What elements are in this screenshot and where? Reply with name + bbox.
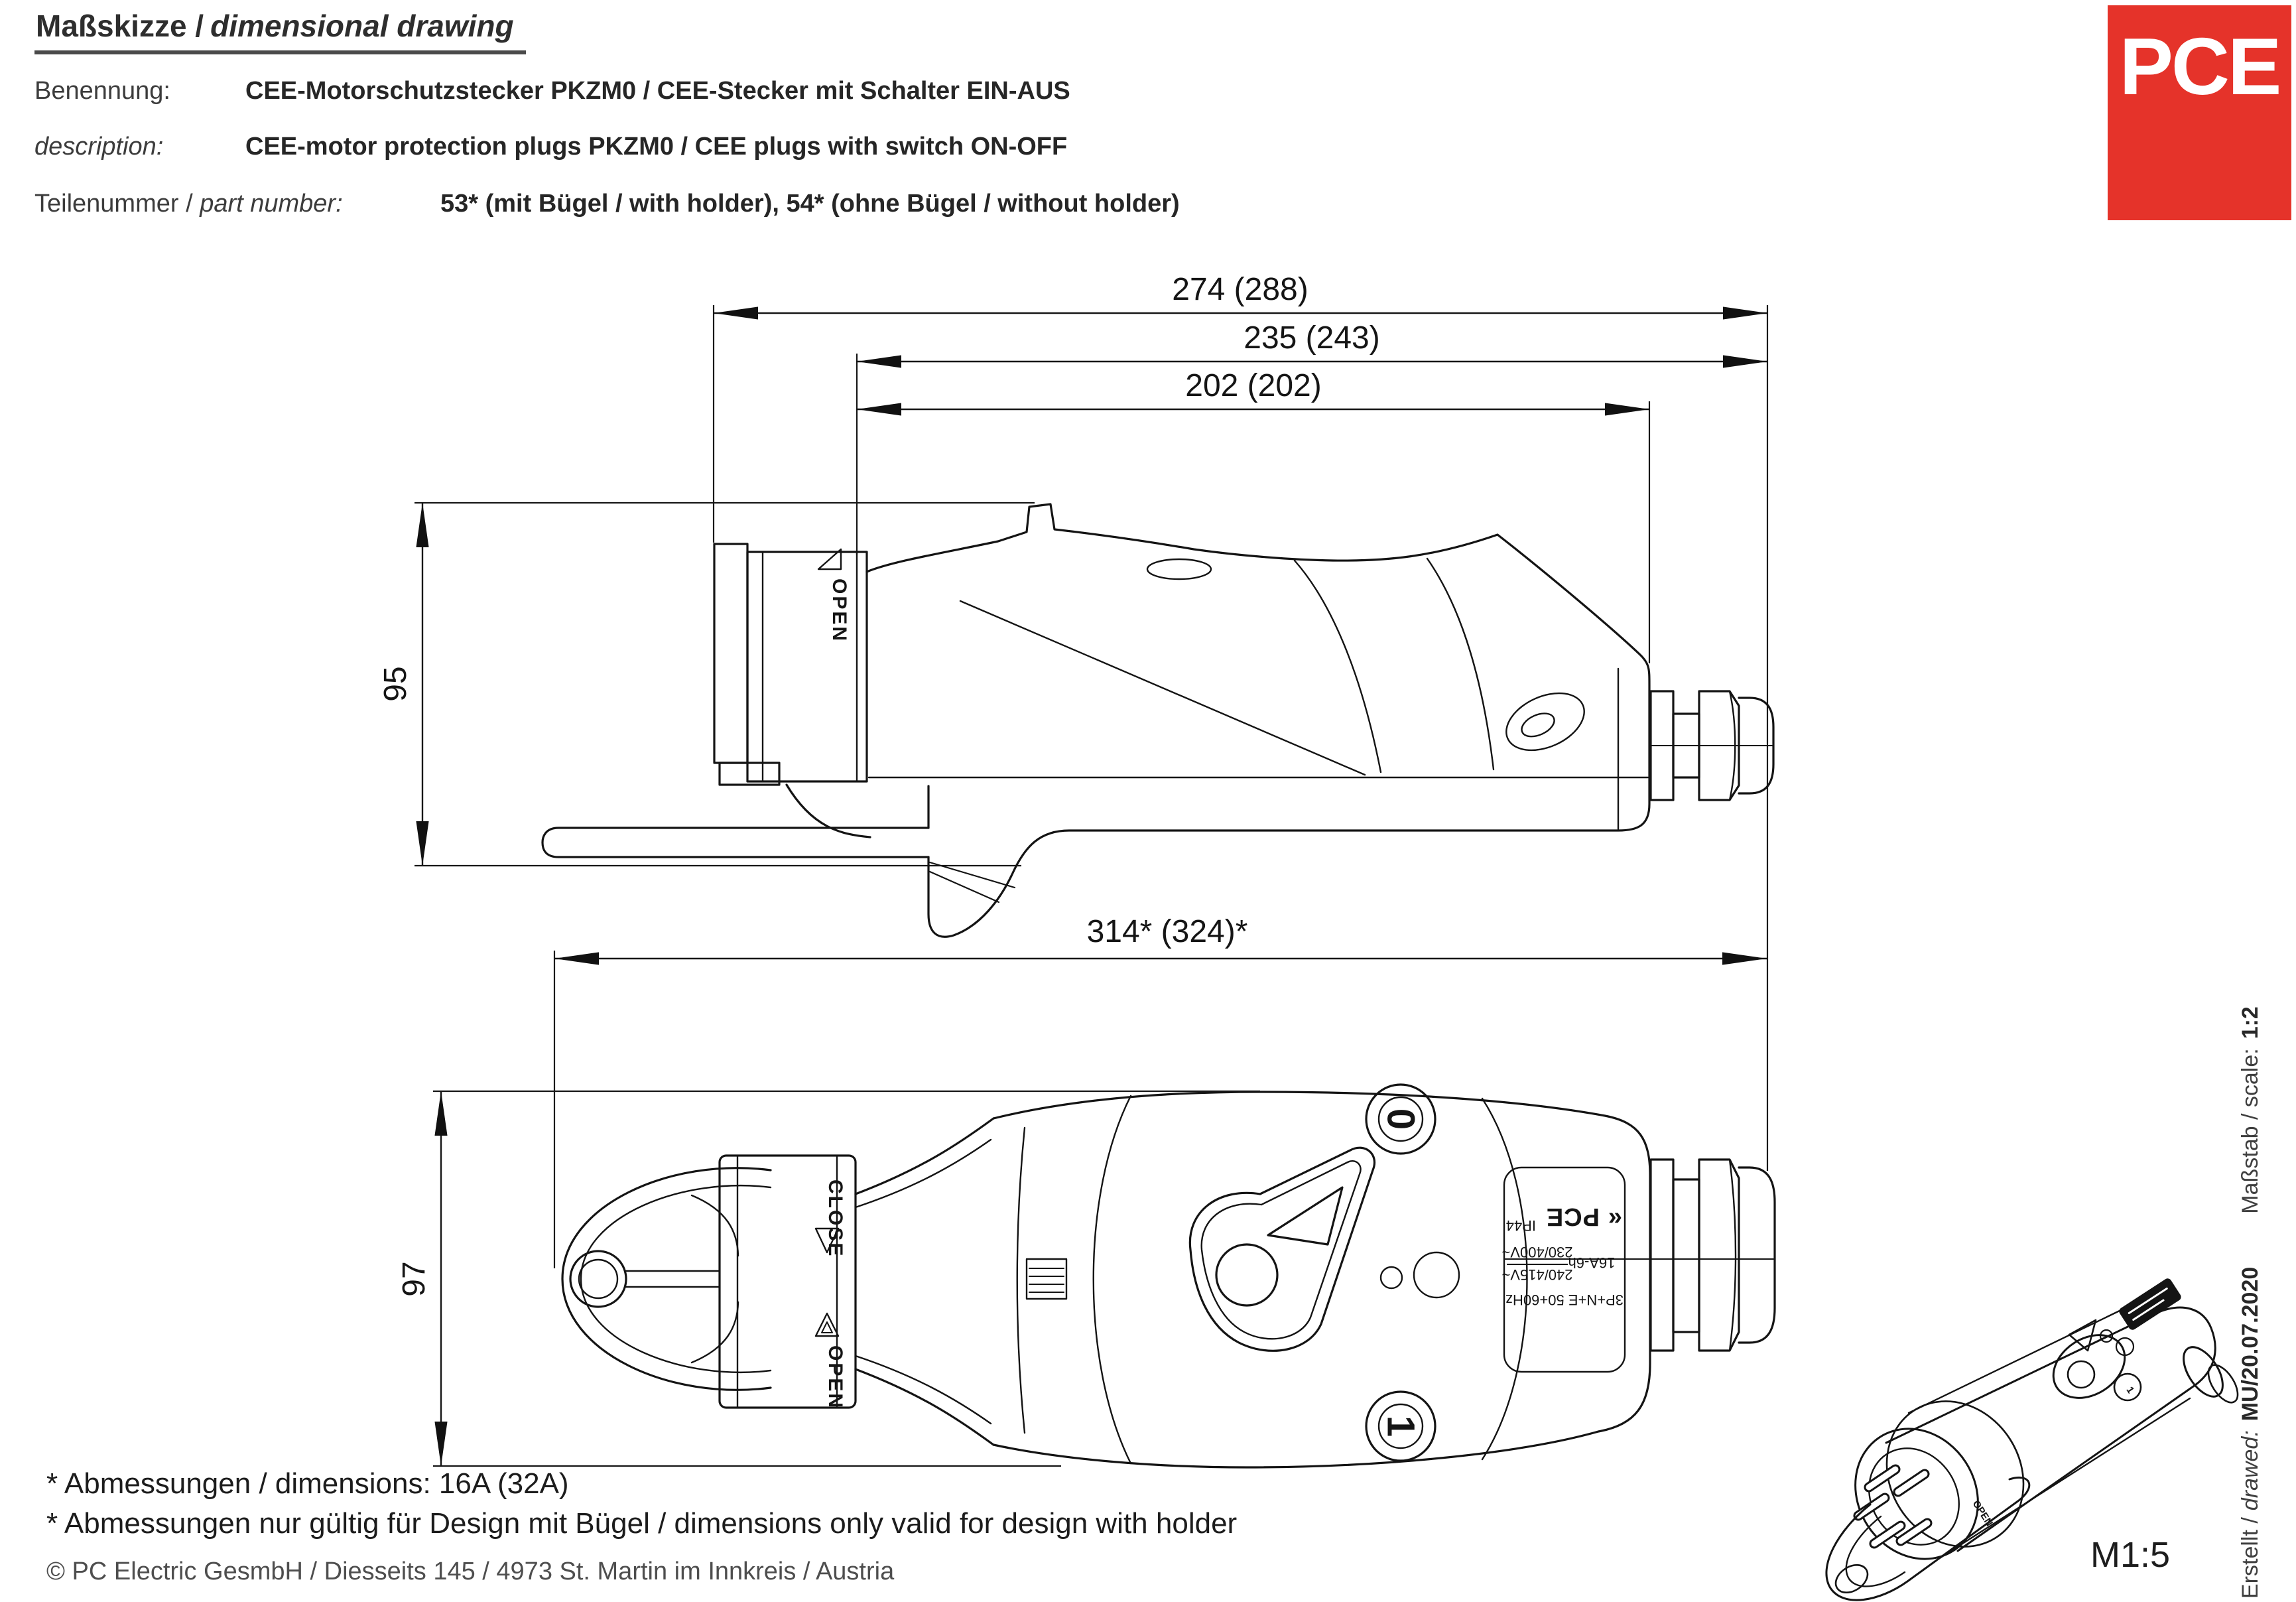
switch-1-label: 1 <box>1379 1415 1423 1437</box>
holder-outline <box>562 1168 771 1390</box>
iso-switch-1-label: 1 <box>2124 1384 2137 1396</box>
part-number-value: 53* (mit Bügel / with holder), 54* (ohne Bügel / without holder) <box>440 190 1180 218</box>
iso-rating-label <box>2118 1277 2183 1331</box>
bell-top <box>856 1118 993 1194</box>
rating-label-brand: PCE <box>1545 1203 1600 1231</box>
switch-lever-side-part <box>1498 682 1593 762</box>
dim-label-97: 97 <box>397 1261 432 1297</box>
cable-gland-top-part <box>1651 1160 1673 1351</box>
iso-open-label: OPEN <box>1970 1498 1996 1528</box>
holder-strap <box>542 828 928 857</box>
side-view-device-part <box>1427 559 1494 769</box>
bell-bottom <box>856 1369 993 1445</box>
footnote-holder: * Abmessungen nur gültig für Design mit Bügel / dimensions only valid for design with holder <box>46 1507 1238 1540</box>
created-label-en: drawed: <box>2238 1430 2263 1511</box>
cable-gland-top <box>1651 1160 1775 1351</box>
switch-lever-top-part <box>1190 1148 1374 1351</box>
iso-pins-core-part <box>1898 1474 1925 1492</box>
top-view-device <box>562 1085 1775 1467</box>
rating-label-text-part: IP44 <box>1505 1217 1536 1234</box>
copyright-line: © PC Electric GesmbH / Diesseits 145 / 4973 St. Martin im Innkreis / Austria <box>46 1558 895 1585</box>
top-view-device-part <box>692 1302 738 1363</box>
side-view-device-part <box>930 872 999 902</box>
switch-0-label: 0 <box>1379 1108 1423 1130</box>
dim-label-235: 235 (243) <box>1244 320 1380 356</box>
switch-lever-top-part <box>1202 1161 1361 1339</box>
page-title-en: dimensional drawing <box>210 9 514 43</box>
part-number-label: Teilenummer / part number: <box>34 190 343 218</box>
top-view-device-part <box>1381 1267 1402 1288</box>
iso-view-device-part <box>1830 1560 1872 1599</box>
latch-button <box>1027 1259 1066 1299</box>
pce-logo-text: PCE <box>2119 21 2280 111</box>
top-view-device-part <box>692 1195 738 1256</box>
dim-label-314: 314* (324)* <box>1086 914 1248 949</box>
switch-lever-side <box>1498 682 1593 762</box>
side-view-device-part <box>960 601 1365 775</box>
iso-switch-lever-part <box>2041 1322 2136 1411</box>
description-value: CEE-motor protection plugs PKZM0 / CEE plugs with switch ON-OFF <box>245 133 1068 161</box>
collar-open-label: OPEN <box>824 1345 846 1410</box>
drawing-meta-note <box>2238 1006 2263 1599</box>
holder-inner-outline <box>581 1185 771 1372</box>
top-view-device-part <box>579 1260 617 1298</box>
rating-label-text-part: 16A-6h <box>1568 1254 1616 1271</box>
side-open-label: OPEN <box>828 578 850 643</box>
cable-gland-top-part <box>1673 1179 1699 1332</box>
description-label: description: <box>34 133 164 161</box>
iso-view-device <box>1826 1277 2244 1600</box>
iso-plug-face <box>1831 1406 2003 1583</box>
side-view-device-part <box>1147 559 1211 579</box>
rating-label-text-part: 240/415V~ <box>1501 1266 1573 1283</box>
iso-switch-lever <box>2041 1320 2136 1411</box>
benennung-label: Benennung: <box>34 77 170 105</box>
top-view-device-part <box>1017 1128 1025 1433</box>
rating-label-text <box>1501 1203 1624 1308</box>
iso-scale-label: M1:5 <box>2090 1535 2171 1575</box>
housing-outline <box>867 504 1649 937</box>
footnote-dimensions: * Abmessungen / dimensions: 16A (32A) <box>46 1467 569 1500</box>
iso-rating-label-part <box>2118 1277 2183 1331</box>
iso-cable-gland <box>2176 1341 2244 1408</box>
top-view-texts <box>824 1108 1624 1437</box>
collar-close-label: CLOSE <box>824 1179 846 1258</box>
top-view-dimension-labels <box>397 914 1247 1297</box>
side-view-dimension-labels <box>378 272 1380 702</box>
dim-label-202: 202 (202) <box>1185 368 1322 403</box>
rating-label-text-part: 230/400V~ <box>1501 1244 1573 1260</box>
top-view-device-part <box>1414 1252 1459 1298</box>
cee-flange <box>714 544 747 763</box>
side-view-device <box>542 504 1773 937</box>
top-view-device-part <box>856 1356 991 1424</box>
top-view-device-part <box>1094 1096 1131 1463</box>
iso-switch-1-badge <box>2114 1374 2141 1400</box>
switch-lever-side-part <box>1518 709 1558 742</box>
top-view-device-part <box>856 1140 991 1207</box>
page-title-de: Maßskizze / <box>36 9 204 43</box>
created-value: MU/20.07.2020 <box>2238 1266 2263 1422</box>
iso-switch-lever-part <box>2068 1361 2094 1388</box>
cable-gland-side <box>1651 691 1773 800</box>
switch-lever-top-part <box>1216 1244 1277 1305</box>
iso-pins-core-part <box>1858 1498 1885 1516</box>
dim-label-95: 95 <box>378 666 413 702</box>
cable-gland-top-part <box>1730 1160 1736 1351</box>
side-view-device-part <box>1295 561 1381 772</box>
created-label-de: Erstellt / <box>2238 1517 2263 1599</box>
scale-label: Maßstab / scale: <box>2238 1048 2263 1214</box>
switch-lever-top <box>1190 1148 1374 1351</box>
benennung-value: CEE-Motorschutzstecker PKZM0 / CEE-Stecker mit Schalter EIN-AUS <box>245 77 1070 105</box>
dim-label-274: 274 (288) <box>1172 272 1308 307</box>
approval-chevrons: « <box>1607 1205 1622 1233</box>
rating-label-text-part: 3P+N+E 50+60Hz <box>1505 1292 1624 1308</box>
side-view-dimensions <box>415 305 1767 1171</box>
open-warning-triangle-inner <box>822 1322 832 1333</box>
cable-gland-top-part <box>1739 1168 1775 1343</box>
holder-arm <box>787 785 870 837</box>
scale-value: 1:2 <box>2238 1006 2263 1039</box>
